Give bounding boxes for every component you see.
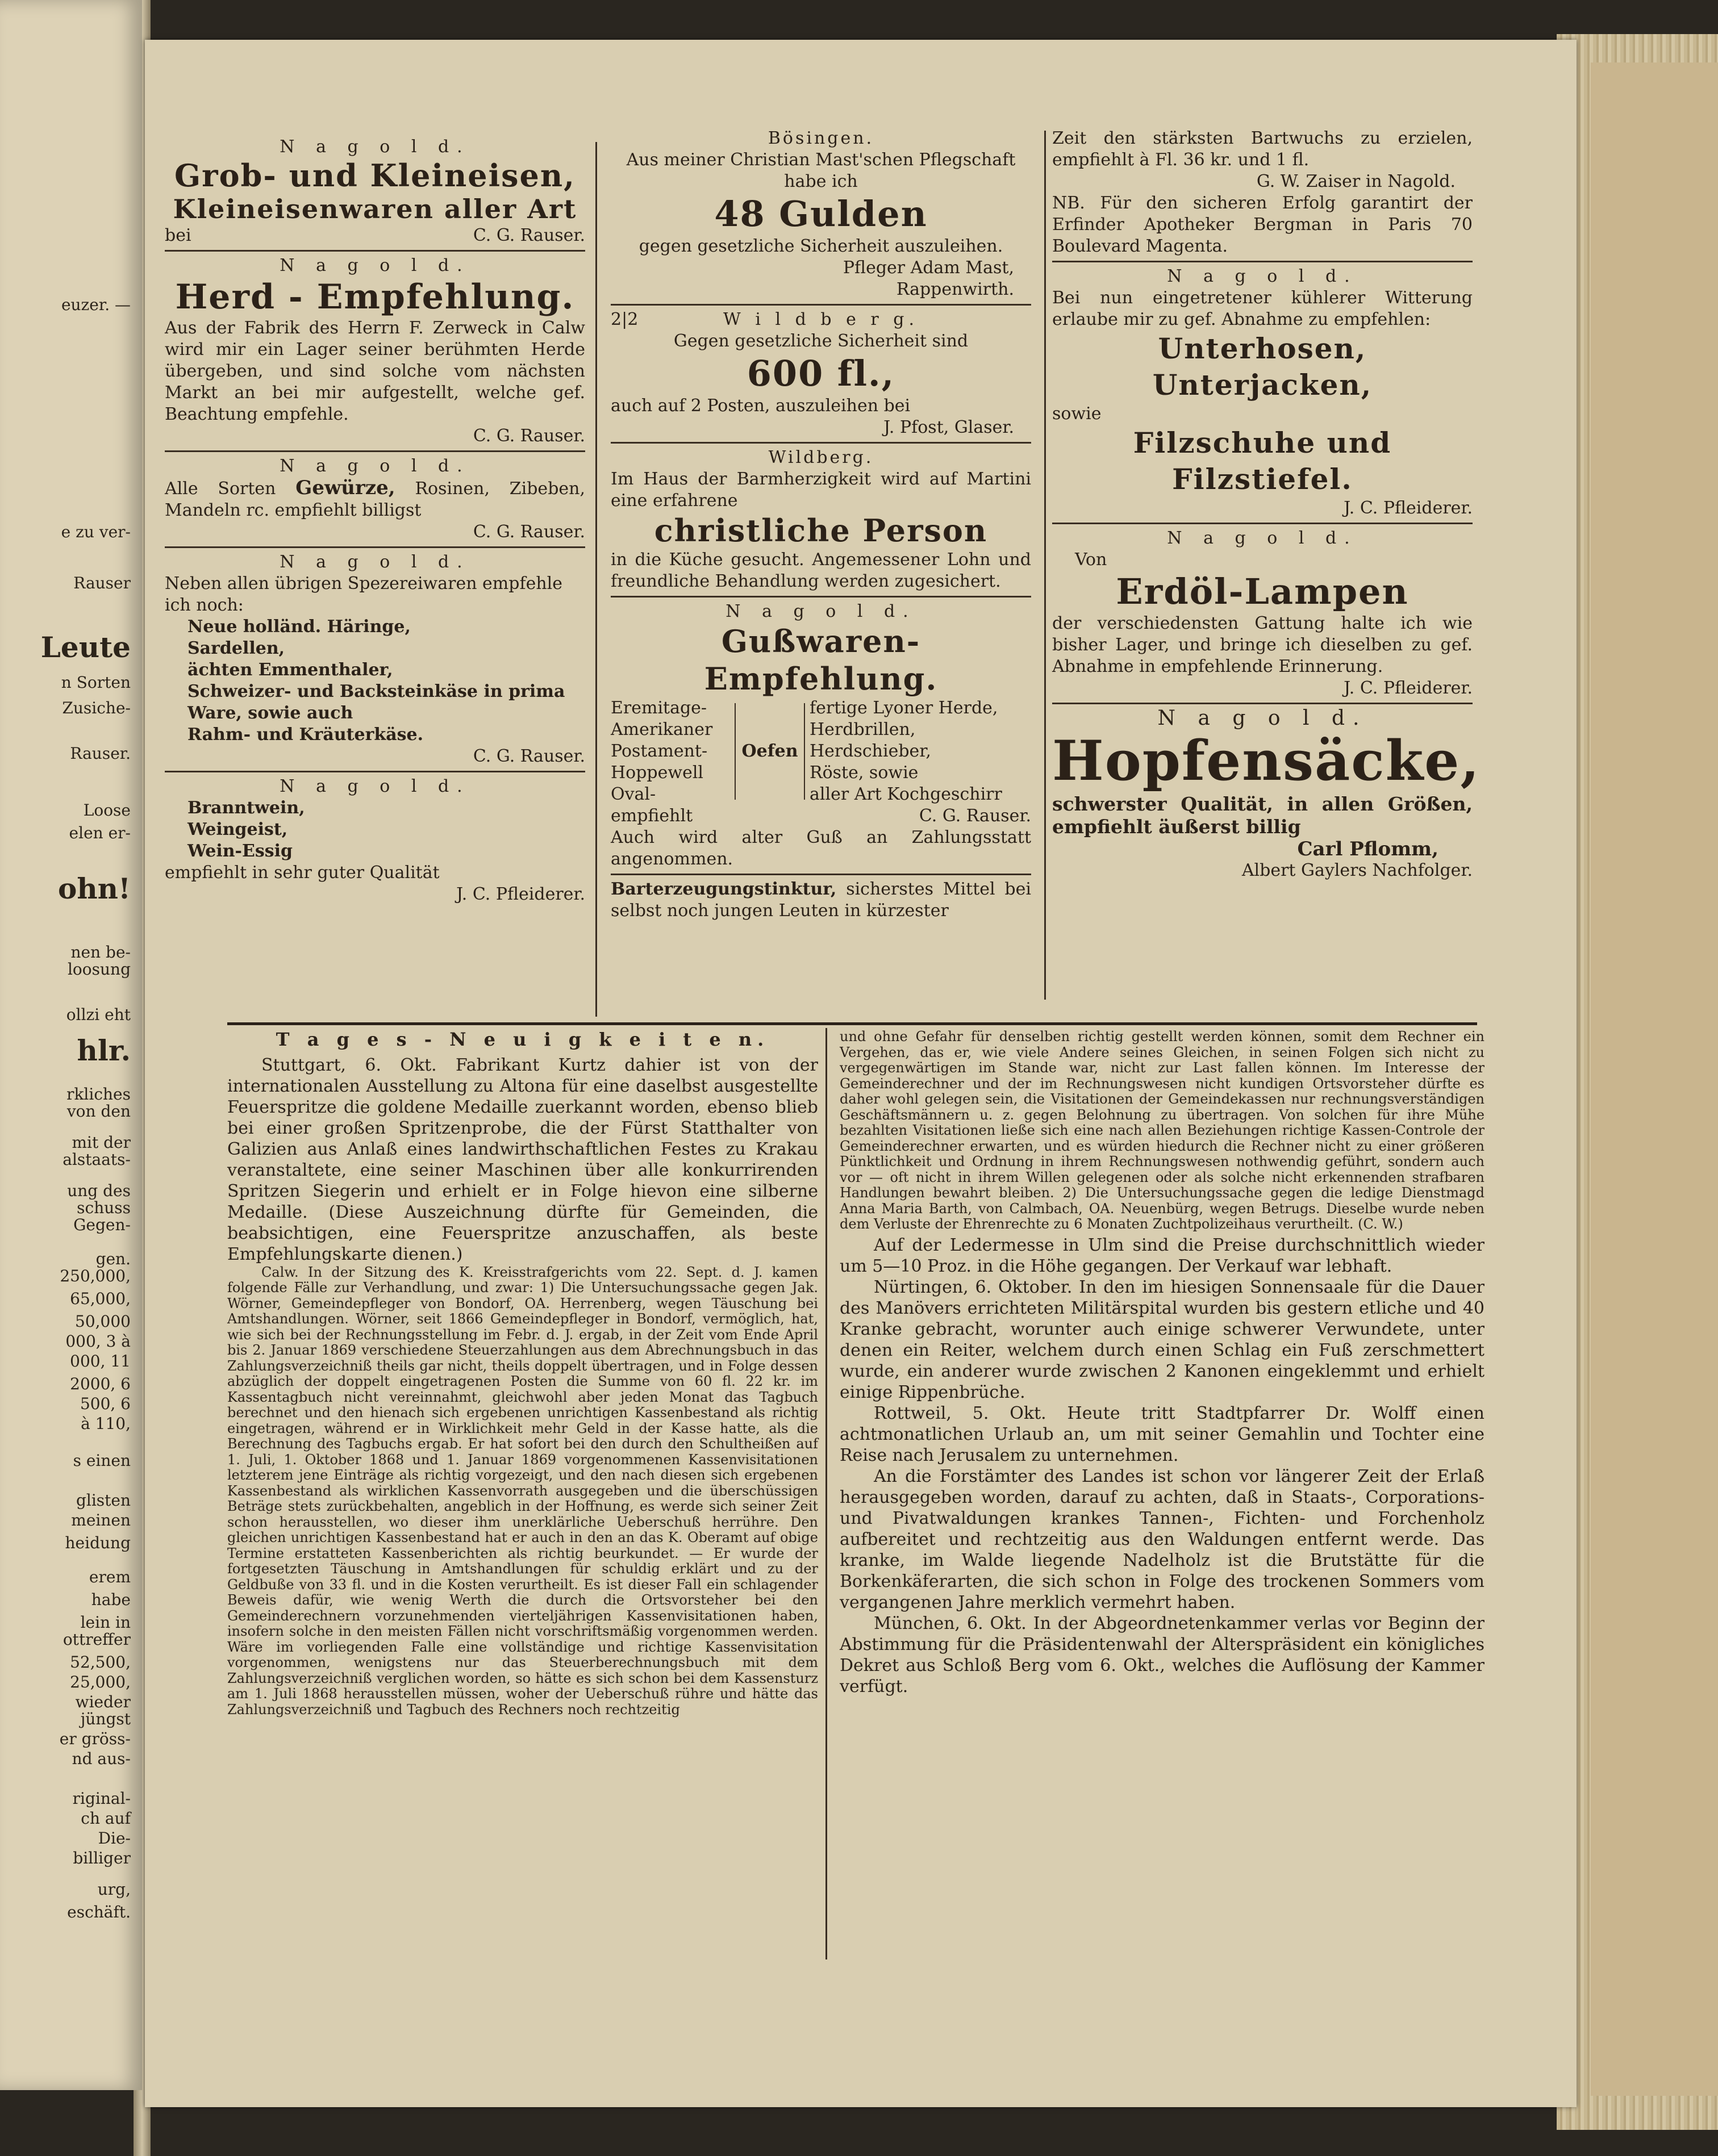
ad-item: Branntwein, bbox=[187, 798, 305, 818]
left-page-line: e zu ver- bbox=[61, 523, 131, 541]
divider bbox=[611, 596, 1031, 598]
ad-title: Grob- und Kleineisen, bbox=[174, 157, 576, 194]
ad-text: bei bbox=[165, 225, 191, 245]
divider bbox=[611, 442, 1031, 444]
left-page-line: elen er- bbox=[69, 824, 131, 842]
ad-place: N a g o l d. bbox=[280, 137, 470, 157]
ad-title: christliche Person bbox=[654, 512, 988, 549]
left-page-line: 50,000 bbox=[75, 1312, 131, 1331]
ad-place: N a g o l d. bbox=[280, 256, 470, 275]
ad-amount: 600 fl., bbox=[747, 353, 895, 394]
ad-item: Rahm- und Kräuterkäse. bbox=[187, 725, 424, 745]
ad-item: fertige Lyoner Herde, bbox=[810, 698, 998, 718]
left-page-line: Rauser. bbox=[70, 744, 131, 763]
ad-branntwein bbox=[165, 776, 585, 905]
ad-item: Postament- bbox=[611, 741, 708, 761]
ad-place: N a g o l d. bbox=[725, 601, 916, 621]
ad-boesingen bbox=[611, 128, 1031, 300]
ad-title: Filzschuhe und Filzstiefel. bbox=[1133, 426, 1392, 496]
left-page-line: ollzi eht bbox=[66, 1005, 131, 1024]
ad-item: Oval- bbox=[611, 784, 656, 804]
divider bbox=[1052, 703, 1473, 704]
ad-erdoel-lampen bbox=[1052, 528, 1473, 699]
left-page-line: glisten bbox=[76, 1491, 131, 1510]
ad-signer: G. W. Zaiser in Nagold. bbox=[1256, 172, 1456, 191]
ad-item: Amerikaner bbox=[611, 720, 713, 739]
ad-text: der verschiedensten Gattung halte ich wie bisher Lager, und bringe ich dieselben zu gef. Abnahme in empfehlende Erinnerung. bbox=[1052, 613, 1473, 676]
news-article: Rottweil, 5. Okt. Heute tritt Stadtpfarrer Dr. Wolff einen achtmonatlichen Urlaub an, um mit seiner Gemahlin und Tochter eine Reise nach Jerusalem zu unternehmen. bbox=[840, 1403, 1485, 1465]
left-page-line: heidung bbox=[65, 1534, 131, 1552]
ad-text: Im Haus der Barmherzigkeit wird auf Martini eine erfahrene bbox=[611, 469, 1031, 511]
left-page-line: rkliches bbox=[66, 1085, 131, 1104]
ad-signer: C. G. Rauser. bbox=[473, 225, 585, 245]
divider bbox=[1052, 261, 1473, 262]
ad-amount: 48 Gulden bbox=[714, 193, 928, 235]
ad-text: sicherstes Mittel bei selbst noch jungen Leuten in kürzester bbox=[611, 879, 1031, 921]
divider bbox=[611, 304, 1031, 306]
ad-place: Bösingen. bbox=[768, 128, 874, 148]
column-rule bbox=[825, 1028, 827, 1959]
ad-signer: J. C. Pfleiderer. bbox=[1344, 498, 1473, 518]
left-page-line: meinen bbox=[71, 1511, 131, 1530]
ad-herd-empfehlung bbox=[165, 255, 585, 447]
ad-text: empfiehlt in sehr guter Qualität bbox=[165, 863, 440, 883]
section-rule bbox=[227, 1022, 1477, 1025]
ad-item: Eremitage- bbox=[611, 698, 707, 718]
left-page-line: billiger bbox=[73, 1849, 131, 1867]
left-page-line: s einen bbox=[73, 1451, 131, 1470]
left-page-line: ung des bbox=[67, 1181, 131, 1200]
left-page-line: 500, 6 bbox=[80, 1394, 131, 1413]
left-page-line: jüngst bbox=[80, 1710, 131, 1728]
left-page-line: Rauser bbox=[73, 574, 131, 592]
ad-item: Herdbrillen, bbox=[810, 720, 916, 739]
news-article: München, 6. Okt. In der Abgeordnetenkammer verlas vor Beginn der Abstimmung für die Präsidentenwahl der Alterspräsident ein königliches Dekret aus Schloß Berg vom 6. Okt., welches die Auflösung der Kammer verfügt. bbox=[840, 1613, 1485, 1697]
column-rule bbox=[1044, 131, 1046, 1000]
left-page-line: nen be- bbox=[70, 943, 131, 962]
ad-place: N a g o l d. bbox=[280, 552, 470, 572]
news-article: Calw. In der Sitzung des K. Kreisstrafgerichts vom 22. Sept. d. J. kamen folgende Fälle zur Verhandlung, und zwar: 1) Die Untersuchungssache gegen Jak. Wörner, Gemeindepfleger von Bondorf, OA. Herrenberg, wegen Täuschung bei Amtshandlungen. Wörner, seit 1866 Gemeindepfleger in Bondorf, vermöglich, hat, wie sich bei der Rechnungsstellung im Febr. d. J. ergab, in der Zeit vom Ende April bis 2. Januar 1869 verschiedene Steuerzahlungen aus dem Abrechnungsbuch in das Zahlungsverzeichniß theils gar nicht, theils doppelt übertragen, und in Folge dessen abzüglich der doppelt eingetragenen Posten die Summe von 60 fl. 22 kr. im Kassentagbuch nicht vereinnahmt, gleichwohl aber jeden Monat das Tagbuch berechnet und den hienach sich ergebenen unrichtigen Kassenbestand als richtig eingetragen, während er in Wirklichkeit mehr Geld in der Kasse hatte, als die Berechnung des Tagbuchs ergab. Er hat sofort bei den durch den Schultheißen auf 1. Juli, 1. Oktober 1868 und 1. Januar 1869 vorgenommenen Kassenvisitationen letzterem jene Einträge als richtig vorgezeigt, und den nach diesen sich ergebenen Kassenbestand als wirklichen Kassenvorrath ausgegeben und die überschüssigen Beträge stets zurückbehalten, angeblich in der Hoffnung, es werde sich seiner Zeit schon herausstellen, wo dieser ihm unerklärliche Ueberschuß herrühre. Den gleichen unrichtigen Kassenbestand hat er auch in den an das K. Oberamt auf obige Termine erstatteten Kassenberichten als richtig beurkundet. — Er wurde der fortgesetzten Täuschung in Amtshandlungen für schuldig erklärt und zu der Geldbuße von 33 fl. und in die Kosten verurtheilt. Es ist dieser Fall ein schlagender Beweis dafür, wie wenig Werth die durch die Ortsvorsteher bei den Gemeinderechnern vorzunehmenden vierteljährigen Kassenvisitationen haben, insofern solche in den meisten Fällen nicht vorschriftsmäßig vorgenommen werden. Wäre im vorliegenden Falle eine vollständige und richtige Kassenvisitation vorgenommen, wenigstens nur das Steuerberechnungsbuch mit dem Zahlungsverzeichniß verglichen worden, so hätte es sich schon bei dem Kassensturz am 1. Juli 1868 herausstellen müssen, woher der Ueberschuß rühre und hätte das Zahlungsverzeichniß und Tagbuch des Rechners noch rechtzeitig bbox=[227, 1264, 818, 1718]
ad-text: schwerster Qualität, in allen Größen, empfiehlt äußerst billig bbox=[1052, 793, 1473, 838]
ad-column-2 bbox=[611, 128, 1031, 922]
left-page-line: euzer. — bbox=[61, 295, 131, 314]
ad-text: Alle Sorten bbox=[165, 479, 276, 499]
ad-place: W i l d b e r g. bbox=[723, 310, 919, 329]
news-column-right bbox=[840, 1029, 1485, 1697]
left-page-line: nd aus- bbox=[72, 1749, 131, 1768]
ad-item: Neue holländ. Häringe, bbox=[187, 617, 411, 637]
ad-gusswaren bbox=[611, 601, 1031, 870]
left-page-line: eschäft. bbox=[67, 1903, 131, 1921]
ad-column-1 bbox=[165, 136, 585, 905]
ad-text: gegen gesetzliche Sicherheit auszuleihen. bbox=[639, 236, 1003, 256]
left-page-line: urg, bbox=[97, 1880, 131, 1899]
left-page-line: hlr. bbox=[77, 1034, 131, 1067]
ad-item: Sardellen, bbox=[187, 638, 285, 658]
ad-place: N a g o l d. bbox=[1157, 707, 1367, 730]
ad-grob-kleineisen bbox=[165, 136, 585, 246]
column-rule bbox=[595, 142, 597, 1017]
ad-item: Wein-Essig bbox=[187, 841, 293, 861]
left-page-line: Loose bbox=[83, 801, 131, 820]
ad-gewuerze bbox=[165, 456, 585, 543]
ad-text: Aus der Fabrik des Herrn F. Zerweck in Calw wird mir ein Lager seiner berühmten Herde übergeben, und sind solche vom nächsten Markt an bei mir aufgestellt, welche gef. Beachtung empfehle. bbox=[165, 318, 585, 424]
ad-item: Schweizer- und Backsteinkäse in prima Ware, sowie auch bbox=[187, 682, 565, 723]
ad-place: N a g o l d. bbox=[280, 456, 470, 476]
news-article: Stuttgart, 6. Okt. Fabrikant Kurtz dahier ist von der internationalen Ausstellung zu Altona für eine daselbst ausgestellte Feuerspritze die goldene Medaille zuerkannt worden, ebenso blieb bei einer großen Spritzenprobe, die der Fürst Statthalter von Galizien aus Anlaß eines landwirthschaftlichen Festes zu Krakau veranstaltete, eine seiner Maschinen über alle konkurrirenden Spritzen Siegerin und erhielt er in Folge hievon eine silberne Medaille. (Diese Auszeichnung dürfte für Gemeinden, die beabsichtigen, eine Feuerspritze anzuschaffen, als beste Empfehlungskarte dienen.) bbox=[227, 1055, 818, 1264]
ad-signer: Carl Pflomm, bbox=[1297, 838, 1438, 860]
ad-signer: C. G. Rauser. bbox=[473, 522, 585, 542]
left-page-line: Die- bbox=[98, 1829, 131, 1848]
left-page-line: Leute bbox=[40, 630, 131, 664]
news-article: Nürtingen, 6. Oktober. In den im hiesigen Sonnensaale für die Dauer des Manövers errichteten Militärspital wurden bis gestern etliche und 40 Kranke gebracht, worunter auch einige schwerer Verwundete, unter denen ein Reiter, welchem durch einen Schlag ein Fuß zerschmettert wurde, ein anderer wurde zwischen 2 Kanonen eingeklemmt und erhielt einige Rippenbrüche. bbox=[840, 1277, 1485, 1402]
ad-bold-text: Barterzeugungstinktur, bbox=[611, 879, 837, 899]
left-page-line: 2000, 6 bbox=[70, 1374, 131, 1393]
ad-text: Auch wird alter Guß an Zahlungsstatt angenommen. bbox=[611, 828, 1031, 869]
ad-text: Gegen gesetzliche Sicherheit sind bbox=[673, 331, 969, 351]
ad-signer: J. Pfost, Glaser. bbox=[883, 417, 1014, 437]
ad-signer: C. G. Rauser. bbox=[919, 806, 1031, 826]
ad-signer: C. G. Rauser. bbox=[473, 746, 585, 766]
divider bbox=[165, 771, 585, 772]
ad-hopfensaecke bbox=[1052, 707, 1481, 881]
left-page-line: von den bbox=[66, 1102, 131, 1121]
news-article: An die Forstämter des Landes ist schon vor längerer Zeit der Erlaß herausgegeben worden, darauf zu achten, daß in Staats-, Corporations- und Pivatwaldungen krankes Tannen-, Fichten- und Forchenholz aufbereitet und rechtzeitig aus den Waldungen entfernt werde. Das kranke, im Walde liegende Nadelholz ist die Brutstätte für die Borkenkäferarten, die sich schon in Folge des trockenen Sommers vom vergangenen Jahre merklich vermehrt haben. bbox=[840, 1466, 1485, 1612]
ad-bartwuchs-cont bbox=[1052, 128, 1473, 257]
ad-wildberg-person bbox=[611, 447, 1031, 592]
left-page-line: 25,000, bbox=[70, 1673, 131, 1691]
divider bbox=[611, 874, 1031, 875]
ad-place: N a g o l d. bbox=[1167, 266, 1358, 286]
ad-text: empfiehlt bbox=[611, 806, 693, 826]
ad-unterhosen bbox=[1052, 266, 1473, 519]
book-cover-edge bbox=[1591, 62, 1718, 2096]
ad-wildberg-600 bbox=[611, 309, 1031, 438]
left-page-line: ohn! bbox=[57, 872, 131, 905]
ad-place: Wildberg. bbox=[768, 448, 874, 467]
ad-item: ächten Emmenthaler, bbox=[187, 660, 393, 680]
ad-text: auch auf 2 Posten, auszuleihen bei bbox=[611, 396, 911, 416]
left-page-line: riginal- bbox=[72, 1789, 131, 1808]
ad-item: Hoppewell bbox=[611, 763, 704, 783]
left-page-line: ottreffer bbox=[62, 1630, 131, 1649]
divider bbox=[165, 250, 585, 252]
left-page-line: erem bbox=[89, 1568, 131, 1586]
ad-signer: Albert Gaylers Nachfolger. bbox=[1241, 860, 1473, 880]
ad-place: N a g o l d. bbox=[1167, 528, 1358, 548]
ad-spezereiwaren bbox=[165, 551, 585, 767]
left-page-line: n Sorten bbox=[61, 673, 131, 692]
left-page-line: gen. bbox=[95, 1250, 131, 1268]
ad-place: N a g o l d. bbox=[280, 776, 470, 796]
left-page-line: loosung bbox=[67, 960, 131, 979]
ad-item-group: Oefen bbox=[735, 703, 805, 800]
ad-signer: Rappenwirth. bbox=[896, 279, 1014, 299]
divider bbox=[165, 450, 585, 452]
news-article: und ohne Gefahr für denselben richtig gestellt werden können, somit dem Rechner ein Vergehen, das er, wie viele Andere seines Gleichen, in seinen Folgen sich nicht zu vergegenwärtigen im Stande war, nicht zur Last fallen können. Im Interesse der Gemeinderechner und der im Rechnungswesen nicht kundigen Ortsvorsteher dürfte es daher wohl gelegen sein, die Visitationen der Gemeindekassen nur rechnungsverständigen Geschäftsmännern u. z. gegen Belohnung zu übertragen. Von solchen für ihre Mühe bezahlten Visitationen ließe sich eine nach allen Beziehungen richtige Kassen-Controle der Gemeinderechner erwarten, und es würden hiedurch die Rechner nicht zu einer größeren Pünktlichkeit und Ordnung in ihrem Rechnungswesen nothwendig geführt, sondern auch vor — oft nicht in ihrem Willen gelegenen oder als solche nicht erkennenden strafbaren Handlungen bewahrt bleiben. 2) Die Untersuchungssache gegen die ledige Dienstmagd Anna Maria Barth, von Calmbach, OA. Neuenbürg, wegen Betrugs. Dieselbe wurde neben dem Verluste der Ehrenrechte zu 6 Monaten Zuchtpolizeihaus verurtheilt. (C. W.) bbox=[840, 1029, 1485, 1232]
ad-text: Rosinen, Zibeben, Mandeln rc. empfiehlt billigst bbox=[165, 479, 586, 520]
news-column-left bbox=[227, 1031, 818, 1718]
ad-signer: C. G. Rauser. bbox=[473, 426, 585, 446]
ad-item: aller Art Kochgeschirr bbox=[810, 784, 1002, 804]
left-page-line: mit der bbox=[72, 1133, 131, 1152]
ad-text: Neben allen übrigen Spezereiwaren empfehle ich noch: bbox=[165, 574, 562, 615]
left-page-line: lein in bbox=[80, 1613, 131, 1632]
ad-text: Zeit den stärksten Bartwuchs zu erzielen, empfiehlt à Fl. 36 kr. und 1 fl. bbox=[1052, 128, 1473, 170]
left-page-line: habe bbox=[91, 1590, 131, 1609]
left-page-line: 52,500, bbox=[70, 1653, 131, 1672]
news-heading: T a g e s - N e u i g k e i t e n. bbox=[276, 1029, 770, 1050]
left-page-line: alstaats- bbox=[62, 1150, 131, 1169]
left-page-line: er gröss- bbox=[59, 1729, 131, 1748]
ad-title: Kleineisenwaren aller Art bbox=[173, 194, 577, 224]
ad-text: sowie bbox=[1052, 404, 1102, 424]
ad-text: Aus meiner Christian Mast'schen Pflegschaft habe ich bbox=[626, 150, 1016, 191]
divider bbox=[165, 546, 585, 548]
ad-mark: 2|2 bbox=[611, 310, 639, 329]
left-page-line: 000, 11 bbox=[70, 1352, 131, 1371]
left-page-line: ch auf bbox=[81, 1809, 131, 1828]
left-page-line: 65,000, bbox=[70, 1289, 131, 1308]
ad-item: Weingeist, bbox=[187, 820, 288, 839]
ad-bold-text: Gewürze, bbox=[295, 477, 395, 499]
ad-signer: J. C. Pfleiderer. bbox=[1344, 678, 1473, 698]
left-page-line: à 110, bbox=[81, 1414, 131, 1433]
ad-text: Bei nun eingetretener kühlerer Witterung erlaube mir zu gef. Abnahme zu empfehlen: bbox=[1052, 288, 1473, 329]
ad-barterzeugung bbox=[611, 879, 1031, 922]
left-page-text bbox=[0, 0, 136, 2090]
ad-text: in die Küche gesucht. Angemessener Lohn und freundliche Behandlung werden zugesichert. bbox=[611, 550, 1031, 591]
left-page-line: Zusiche- bbox=[62, 699, 131, 717]
ad-title: Gußwaren-Empfehlung. bbox=[704, 623, 938, 697]
ad-title: Hopfensäcke, bbox=[1052, 729, 1481, 793]
left-page-line: Gegen- bbox=[73, 1215, 131, 1234]
left-page-line: 250,000, bbox=[60, 1267, 131, 1285]
ad-text: Von bbox=[1075, 550, 1107, 570]
ad-text: NB. Für den sicheren Erfolg garantirt der Erfinder Apotheker Bergman in Paris 70 Boulevard Magenta. bbox=[1052, 193, 1473, 256]
ad-item: Herdschieber, bbox=[810, 741, 931, 761]
ad-title: Erdöl-Lampen bbox=[1116, 571, 1409, 612]
left-page-line: schuss bbox=[77, 1198, 131, 1217]
divider bbox=[1052, 523, 1473, 524]
ad-signer: Pfleger Adam Mast, bbox=[843, 258, 1014, 278]
ad-title: Unterhosen, Unterjacken, bbox=[1152, 332, 1373, 402]
news-article: Auf der Ledermesse in Ulm sind die Preise durchschnittlich wieder um 5—10 Proz. in die Höhe gegangen. Der Verkauf war lebhaft. bbox=[840, 1235, 1485, 1276]
ad-signer: J. C. Pfleiderer. bbox=[456, 884, 585, 904]
ad-title: Herd - Empfehlung. bbox=[175, 277, 575, 317]
ad-item: Röste, sowie bbox=[810, 763, 919, 783]
left-page-line: 000, 3 à bbox=[65, 1332, 131, 1351]
ad-column-3 bbox=[1052, 128, 1481, 881]
left-page-line: wieder bbox=[75, 1693, 131, 1711]
